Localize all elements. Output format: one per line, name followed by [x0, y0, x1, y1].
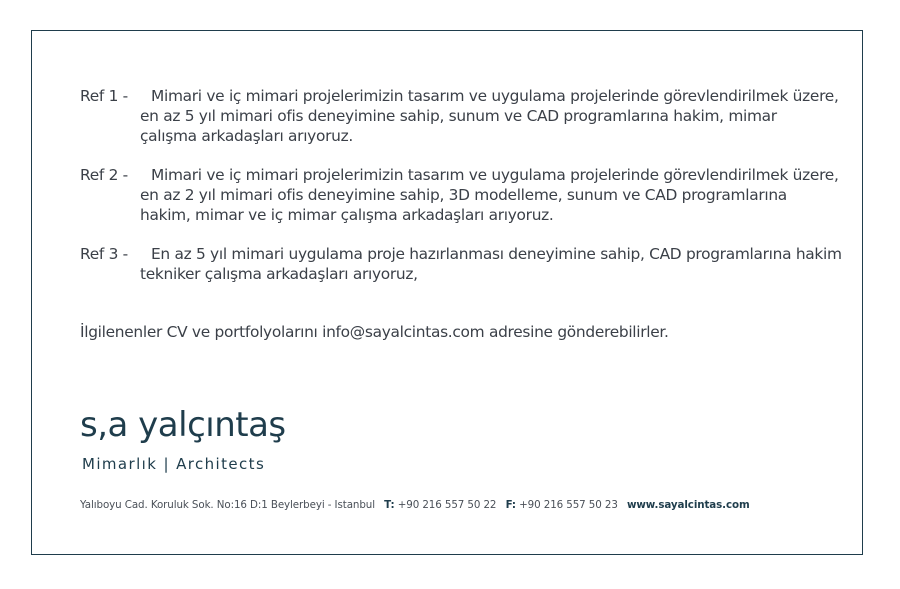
ref-line: En az 5 yıl mimari uygulama proje hazırlanması deneyimine sahip, CAD programlarına hakim: [151, 245, 842, 263]
footer-fax-label: F:: [505, 499, 516, 511]
ref-line: Mimari ve iç mimari projelerimizin tasarım ve uygulama projelerinde görevlendirilmek üzere,: [151, 166, 839, 184]
footer-website-link[interactable]: www.sayalcintas.com: [626, 499, 750, 511]
ref-line: en az 5 yıl mimari ofis deneyimine sahip, sunum ve CAD programlarına hakim, mimar: [140, 107, 777, 125]
ref-number: Ref 2 -: [80, 166, 128, 184]
contact-text: İlgilenenler CV ve portfolyolarını info@sayalcintas.com adresine gönderebilirler.: [80, 323, 669, 341]
ref-line: hakim, mimar ve iç mimar çalışma arkadaşları arıyoruz.: [140, 206, 554, 224]
footer-fax: +90 216 557 50 23: [519, 499, 618, 511]
ref-number: Ref 3 -: [80, 245, 128, 263]
ref-line: Mimari ve iç mimari projelerimizin tasarım ve uygulama projelerinde görevlendirilmek üzere,: [151, 87, 839, 105]
footer-contact-line: [80, 498, 750, 512]
footer-phone-label: T:: [384, 499, 395, 511]
footer-phone: +90 216 557 50 22: [397, 499, 497, 511]
company-logo-tagline: Mimarlık | Architects: [82, 455, 266, 473]
company-logo-name: s,a yalçıntaş: [80, 405, 286, 445]
ref-line: en az 2 yıl mimari ofis deneyimine sahip, 3D modelleme, sunum ve CAD programlarına: [140, 186, 787, 204]
ref-line: çalışma arkadaşları arıyoruz.: [140, 127, 353, 145]
ref-number: Ref 1 -: [80, 87, 128, 105]
ref-line: tekniker çalışma arkadaşları arıyoruz,: [140, 265, 418, 283]
footer-address: Yalıboyu Cad. Koruluk Sok. No:16 D:1 Beylerbeyi - Istanbul: [80, 499, 375, 511]
